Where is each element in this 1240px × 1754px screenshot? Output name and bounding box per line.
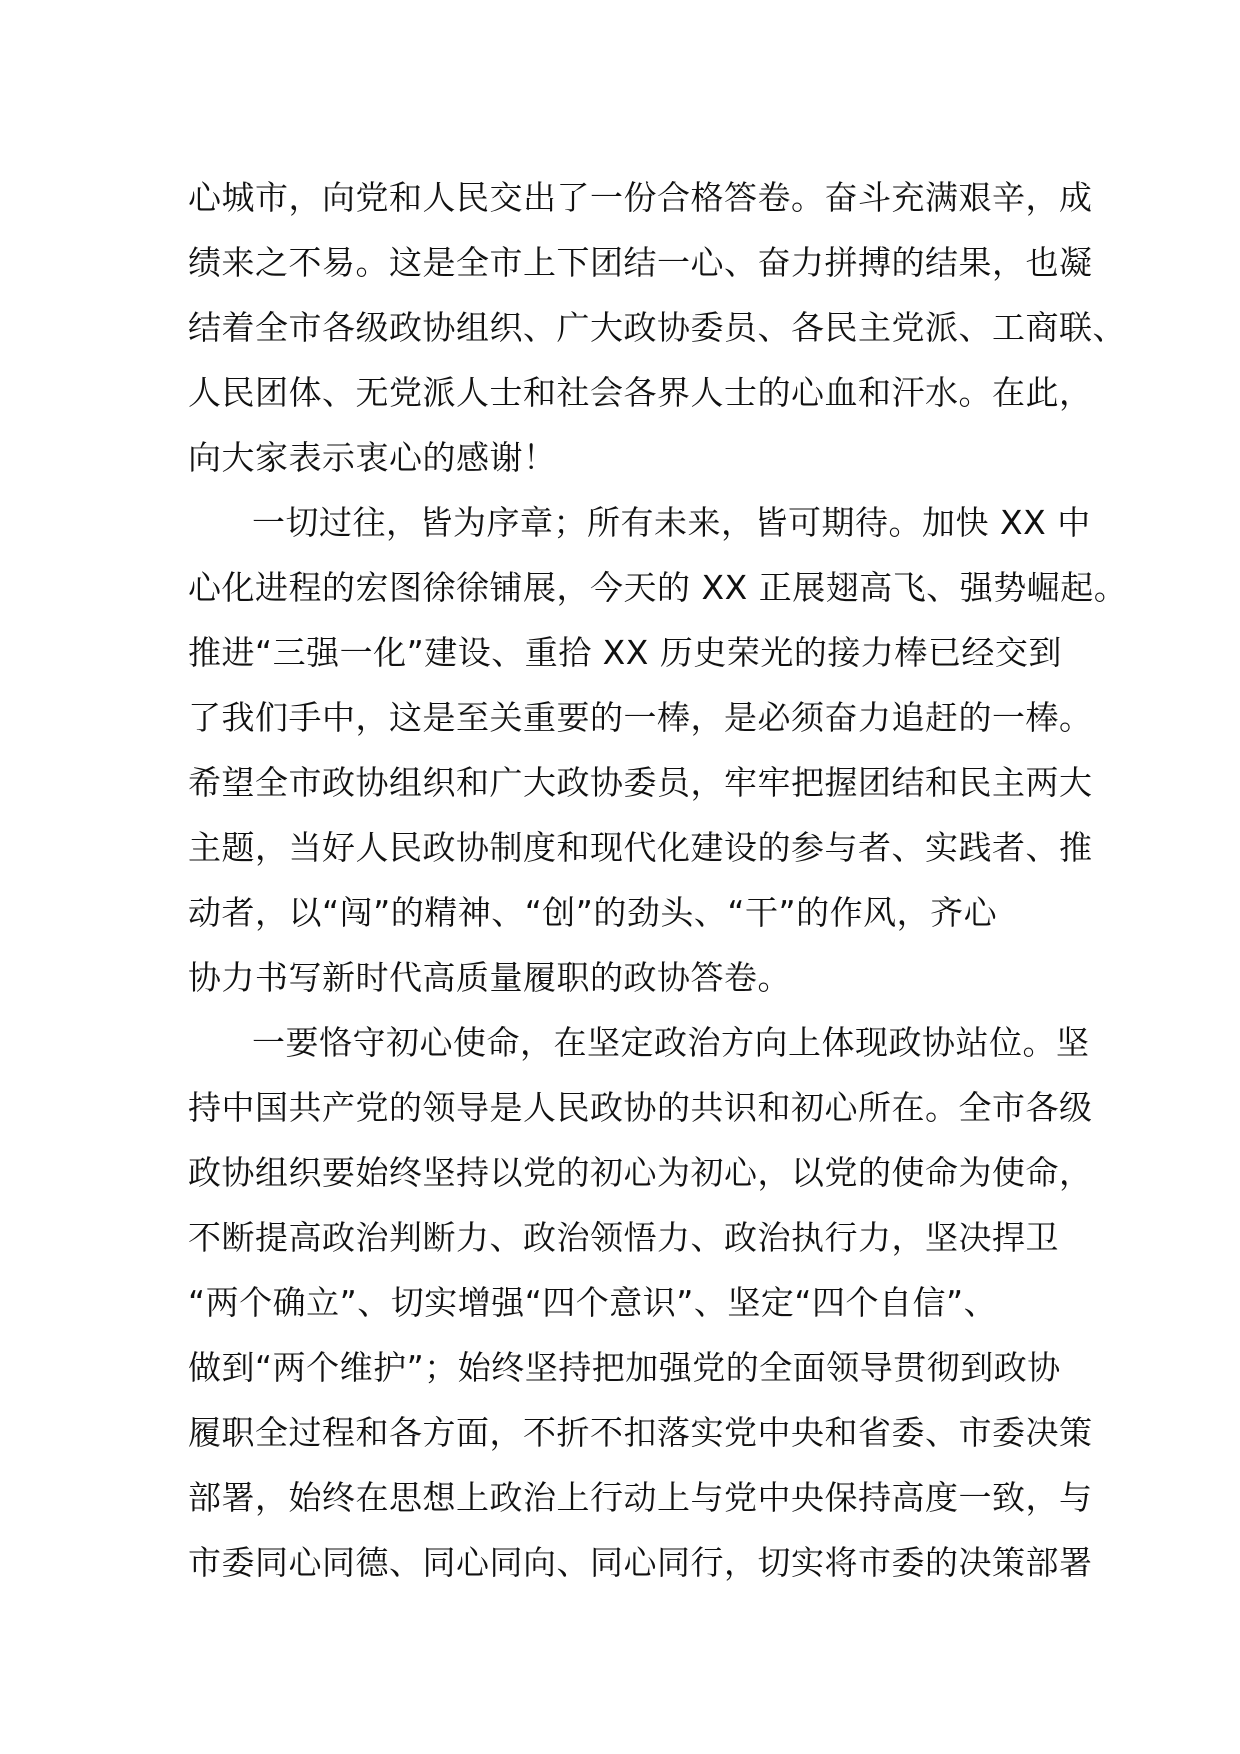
- text-line: 政协组织要始终坚持以党的初心为初心，以党的使命为使命，: [188, 1153, 1093, 1192]
- text-line: 不断提高政治判断力、政治领悟力、政治执行力，坚决捍卫: [188, 1218, 1059, 1257]
- text-line: 了我们手中，这是至关重要的一棒，是必须奋力追赶的一棒。: [188, 698, 1093, 737]
- text-line: 做到“两个维护”；始终坚持把加强党的全面领导贯彻到政协: [188, 1348, 1061, 1387]
- text-line: 人民团体、无党派人士和社会各界人士的心血和汗水。在此，: [188, 373, 1093, 412]
- text-line: 市委同心同德、同心同向、同心同行，切实将市委的决策部署: [188, 1543, 1093, 1582]
- text-line: 主题，当好人民政协制度和现代化建设的参与者、实践者、推: [188, 828, 1093, 867]
- paragraph-first-line: 一切过往，皆为序章；所有未来，皆可期待。加快 XX 中: [252, 503, 1091, 542]
- text-line: 希望全市政协组织和广大政协委员，牢牢把握团结和民主两大: [188, 763, 1093, 802]
- text-line: 持中国共产党的领导是人民政协的共识和初心所在。全市各级: [188, 1088, 1093, 1127]
- text-line: 动者，以“闯”的精神、“创”的劲头、“干”的作风，齐心: [188, 893, 998, 932]
- body-text: [188, 165, 1128, 1595]
- text-line: 履职全过程和各方面，不折不扣落实党中央和省委、市委决策: [188, 1413, 1093, 1452]
- text-line: 心城市，向党和人民交出了一份合格答卷。奋斗充满艰辛，成: [188, 178, 1093, 217]
- text-line: 心化进程的宏图徐徐铺展，今天的 XX 正展翅高飞、强势崛起。: [188, 568, 1128, 607]
- paragraph-first-line: 一要恪守初心使命，在坚定政治方向上体现政协站位。坚: [252, 1023, 1090, 1062]
- text-line: 结着全市各级政协组织、广大政协委员、各民主党派、工商联、: [188, 308, 1126, 347]
- text-line: 协力书写新时代高质量履职的政协答卷。: [188, 958, 791, 997]
- text-line: 推进“三强一化”建设、重拾 XX 历史荣光的接力棒已经交到: [188, 633, 1062, 672]
- text-line: “两个确立”、切实增强“四个意识”、坚定“四个自信”、: [188, 1283, 998, 1322]
- text-line: 向大家表示衷心的感谢！: [188, 438, 557, 477]
- text-line: 部署，始终在思想上政治上行动上与党中央保持高度一致，与: [188, 1478, 1093, 1517]
- text-line: 绩来之不易。这是全市上下团结一心、奋力拼搏的结果，也凝: [188, 243, 1093, 282]
